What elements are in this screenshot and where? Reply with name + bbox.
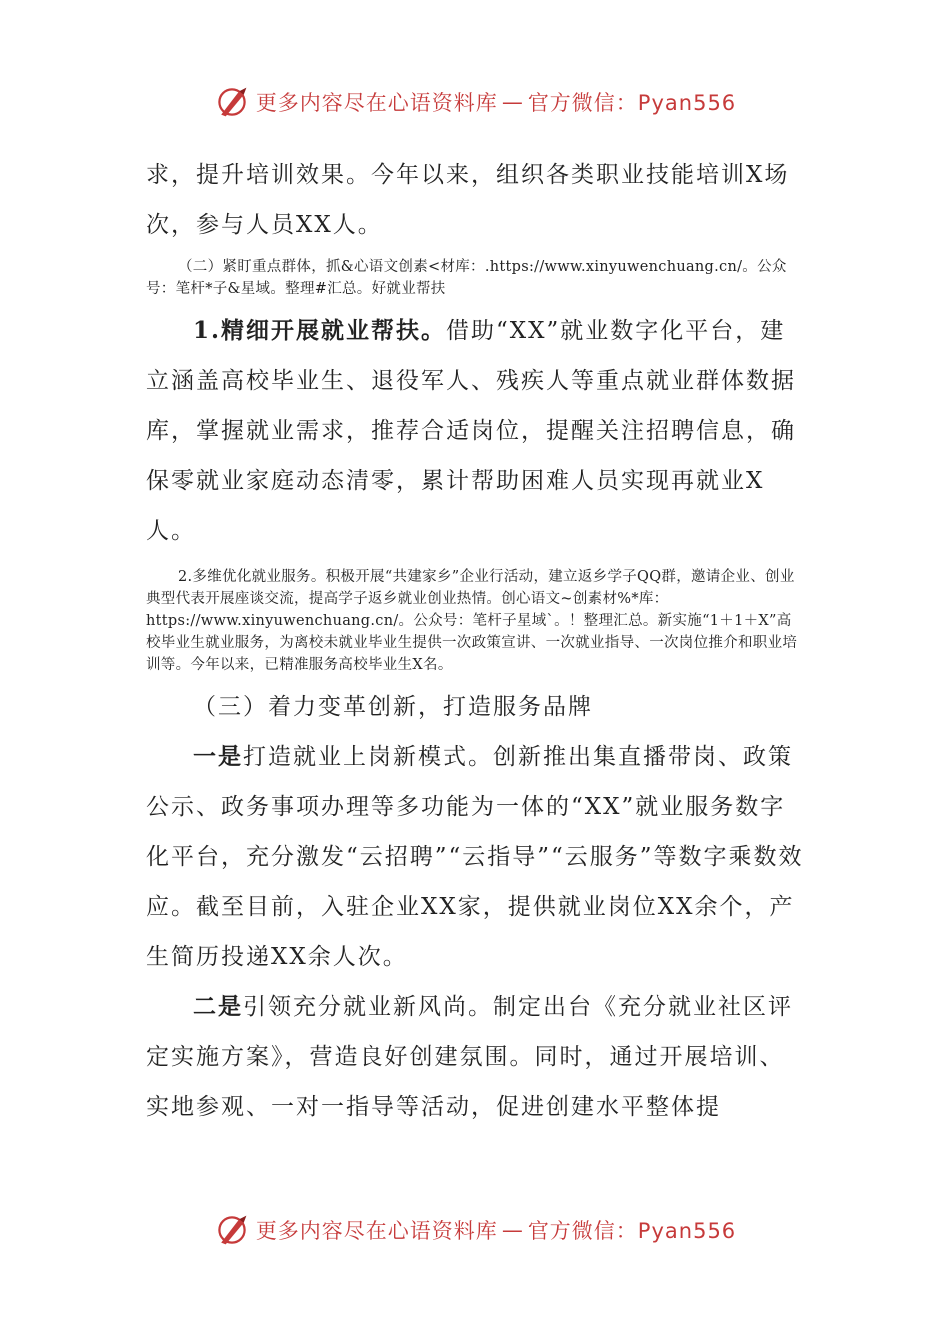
paragraph-3-text: 借助“XX”就业数字化平台，建立涵盖高校毕业生、退役军人、残疾人等重点就业群体数据库，掌握就业需求，推荐合适岗位，提醒关注招聘信息，确保零就业家庭动态清零，累计帮助困难人员实现再就业X人。 — [146, 318, 796, 544]
paragraph-6-lead: 一是 — [193, 743, 243, 770]
paragraph-1: 求，提升培训效果。今年以来，组织各类职业技能培训X场次，参与人员XX人。 — [146, 162, 790, 238]
paragraph-2: （二）紧盯重点群体，抓&心语文创素<材库：.https://www.xinyuwenchuang.cn/。公众号：笔杆*子&星域。整理#汇总。好就业帮扶 — [146, 259, 787, 297]
quill-logo-icon — [214, 84, 250, 120]
paragraph-4: 2.多维优化就业服务。积极开展“共建家乡”企业行活动，建立返乡学子QQ群，邀请企业、创业典型代表开展座谈交流，提高学子返乡就业创业热情。创心语文~创素材%*库：https://www.xinyuwenchuang.cn/。公众号：笔杆子星域`。！整理汇总。新实施“1＋1＋X”高校毕业生就业服务，为离校未就业毕业生提供一次政策宣讲、一次就业指导、一次岗位推介和职业培训等。今年以来，已精准服务高校毕业生X名。 — [146, 569, 798, 673]
paragraph-6-text: 打造就业上岗新模式。创新推出集直播带岗、政策公示、政务事项办理等多功能为一体的“XX”就业服务数字化平台，充分激发“云招聘”“云指导”“云服务”等数字乘数效应。截至目前，入驻企业XX家，提供就业岗位XX余个，产生简历投递XX余人次。 — [146, 744, 804, 970]
section-heading-3: （三）着力变革创新，打造服务品牌 — [193, 694, 593, 720]
paragraph-3-lead: 1.精细开展就业帮扶。 — [193, 317, 447, 344]
watermark-dash: — — [501, 1218, 524, 1242]
watermark-wechat-text: 官方微信：Pyan556 — [527, 91, 737, 115]
watermark-banner-bottom — [0, 1210, 950, 1250]
watermark-wechat-text: 官方微信：Pyan556 — [527, 1219, 737, 1243]
paragraph-7 — [146, 982, 806, 1132]
document-body — [146, 150, 806, 1132]
paragraph-3 — [146, 306, 806, 556]
watermark-site-text: 更多内容尽在心语资料库 — [255, 91, 498, 115]
quill-logo-icon — [214, 1212, 250, 1248]
watermark-dash: — — [501, 90, 524, 114]
paragraph-6 — [146, 732, 806, 982]
paragraph-7-text: 引领充分就业新风尚。制定出台《充分就业社区评定实施方案》，营造良好创建氛围。同时，通过开展培训、实地参观、一对一指导等活动，促进创建水平整体提 — [146, 994, 793, 1120]
watermark-banner-top — [0, 82, 950, 122]
watermark-site-text: 更多内容尽在心语资料库 — [255, 1219, 498, 1243]
paragraph-7-lead: 二是 — [193, 993, 243, 1020]
